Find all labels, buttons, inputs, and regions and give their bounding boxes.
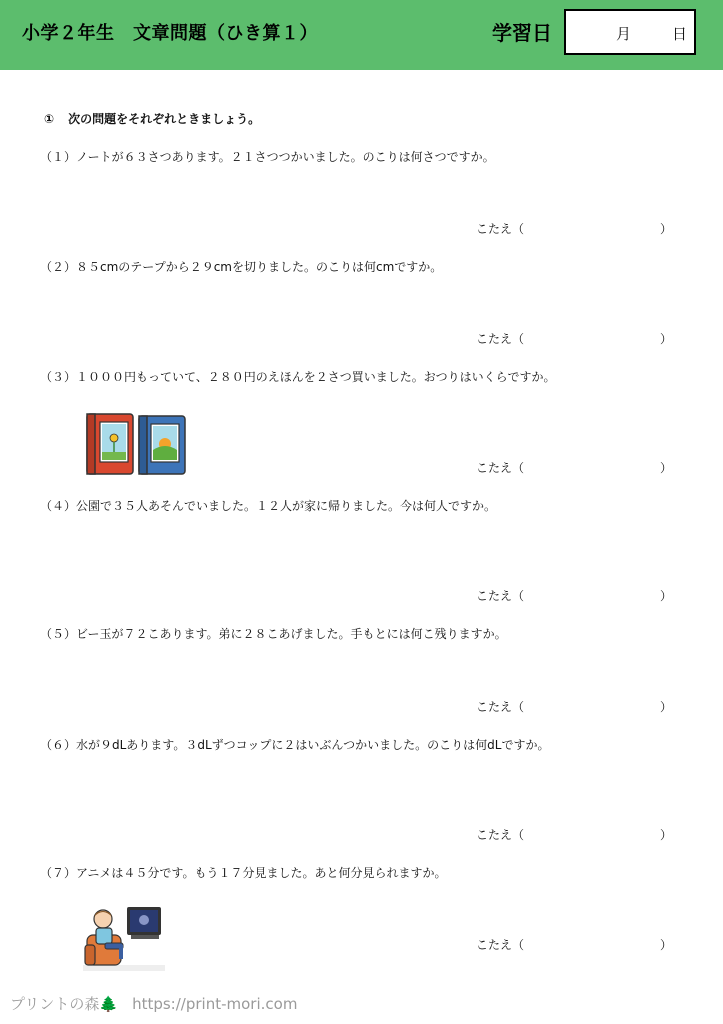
footer-url-link[interactable]: https://print-mori.com xyxy=(132,995,298,1013)
question-2: （２）８５cmのテープから２９cmを切りました。のこりは何cmですか。 xyxy=(40,260,443,274)
answer-label: こたえ（ xyxy=(476,938,525,952)
answer-label: こたえ（ xyxy=(476,222,525,236)
question-3: （３）１０００円もっていて、２８０円のえほんを２さつ買いました。おつりはいくらですか。 xyxy=(40,370,556,384)
answer-field-5[interactable] xyxy=(476,698,672,715)
answer-field-4[interactable] xyxy=(476,587,672,604)
instruction-number: ① xyxy=(44,112,55,126)
answer-label: こたえ（ xyxy=(476,332,525,346)
answer-label: こたえ（ xyxy=(476,700,525,714)
answer-close-paren: ） xyxy=(659,938,672,952)
answer-field-1[interactable] xyxy=(476,220,672,237)
picture-books-illustration xyxy=(85,406,191,478)
study-date-label: 学習日 xyxy=(492,21,552,45)
worksheet-title: 小学２年生 文章問題（ひき算１） xyxy=(22,23,318,44)
answer-label: こたえ（ xyxy=(476,461,525,475)
answer-close-paren: ） xyxy=(659,332,672,346)
answer-close-paren: ） xyxy=(659,461,672,475)
instruction xyxy=(44,110,260,127)
question-6: （６）水が９dLあります。３dLずつコップに２はいぶんつかいました。のこりは何dLですか。 xyxy=(40,738,550,752)
answer-field-7[interactable] xyxy=(476,936,672,953)
question-1: （１）ノートが６３さつあります。２１さつつかいました。のこりは何さつですか。 xyxy=(40,150,495,164)
study-date-box[interactable] xyxy=(564,9,696,55)
month-label: 月 xyxy=(616,25,632,43)
answer-field-6[interactable] xyxy=(476,826,672,843)
footer-brand: プリントの森🌲 xyxy=(10,995,119,1013)
question-5: （５）ビー玉が７２こあります。弟に２８こあげました。手もとには何こ残りますか。 xyxy=(40,627,507,641)
question-4: （４）公園で３５人あそんでいました。１２人が家に帰りました。今は何人ですか。 xyxy=(40,499,497,513)
question-7: （７）アニメは４５分です。もう１７分見ました。あと何分見られますか。 xyxy=(40,866,447,880)
answer-label: こたえ（ xyxy=(476,589,525,603)
answer-close-paren: ） xyxy=(659,828,672,842)
header-bar xyxy=(0,0,723,70)
answer-close-paren: ） xyxy=(659,222,672,236)
day-label: 日 xyxy=(672,25,688,43)
answer-close-paren: ） xyxy=(659,700,672,714)
answer-close-paren: ） xyxy=(659,589,672,603)
answer-field-2[interactable] xyxy=(476,330,672,347)
footer xyxy=(10,993,297,1014)
answer-label: こたえ（ xyxy=(476,828,525,842)
answer-field-3[interactable] xyxy=(476,459,672,476)
instruction-text: 次の問題をそれぞれときましょう。 xyxy=(68,112,261,126)
child-watching-tv-illustration xyxy=(83,905,165,971)
